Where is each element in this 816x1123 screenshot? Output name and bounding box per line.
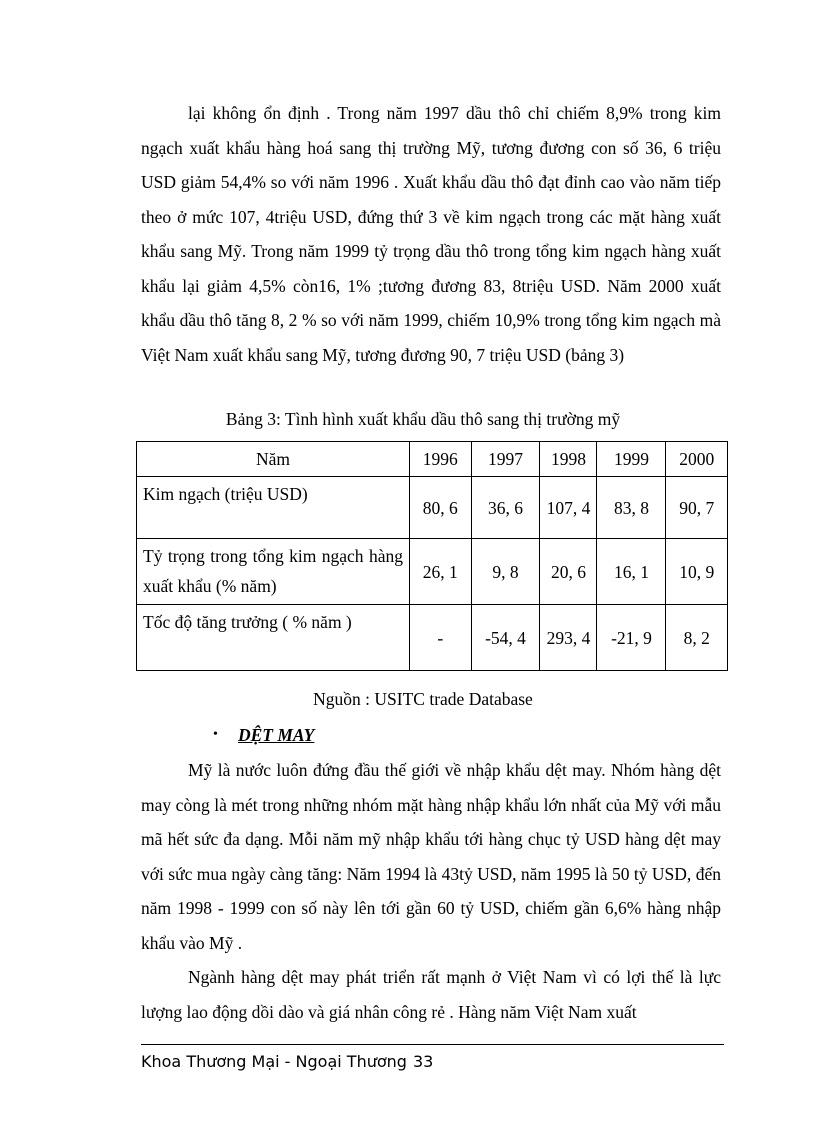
header-label: Năm <box>137 442 410 477</box>
table-caption: Bảng 3: Tình hình xuất khẩu dầu thô sang thị trường mỹ <box>225 409 621 429</box>
paragraph-textile-2: Ngành hàng dệt may phát triển rất mạnh ở Việt Nam vì có lợi thế là lực lượng lao động dồi dào và giá nhân công rẻ . Hàng năm Việt Nam xuất <box>141 967 721 1022</box>
table-cell: 80, 6 <box>410 477 472 539</box>
page-footer <box>141 1050 433 1074</box>
table-cell: 8, 2 <box>666 605 728 671</box>
table-cell: 26, 1 <box>410 539 472 605</box>
table-source: Nguồn : USITC trade Database <box>313 689 533 709</box>
table-cell: 10, 9 <box>666 539 728 605</box>
section-heading-text: DỆT MAY <box>238 725 315 745</box>
row-label: Tốc độ tăng trưởng ( % năm ) <box>137 605 410 671</box>
year-header: 2000 <box>666 442 728 477</box>
table-cell: 293, 4 <box>540 605 597 671</box>
table-cell: 83, 8 <box>597 477 666 539</box>
section-heading <box>214 722 314 748</box>
paragraph-crude-oil: lại không ổn định . Trong năm 1997 dầu thô chỉ chiếm 8,9% trong kim ngạch xuất khẩu hàng hoá sang thị trường Mỹ, tương đương con số 36, 6 triệu USD giảm 54,4% so với năm 1996 . Xuất khẩu dầu thô đạt đỉnh cao vào năm tiếp theo ở mức 107, 4triệu USD, đứng thứ 3 về kim ngạch trong các mặt hàng xuất khẩu sang Mỹ. Trong năm 1999 tỷ trọng dầu thô trong tổng kim ngạch hàng xuất khẩu lại giảm 4,5% còn16, 1% ;tương đương 83, 8triệu USD. Năm 2000 xuất khẩu dầu thô tăng 8, 2 % so với năm 1999, chiếm 10,9% trong tổng kim ngạch mà Việt Nam xuất khẩu sang Mỹ, tương đương 90, 7 triệu USD (bảng 3) <box>141 103 721 365</box>
table-header-row <box>137 442 728 477</box>
table-row <box>137 477 728 539</box>
crude-oil-export-table <box>136 441 728 671</box>
table-cell: 36, 6 <box>471 477 540 539</box>
year-header: 1997 <box>471 442 540 477</box>
table-cell: 16, 1 <box>597 539 666 605</box>
footer-text: Khoa Thương Mại - Ngoại Thương <box>141 1052 407 1071</box>
bullet-icon: • <box>213 727 218 742</box>
row-label: Tỷ trọng trong tổng kim ngạch hàng xuất khẩu (% năm) <box>137 539 410 605</box>
table-cell: 20, 6 <box>540 539 597 605</box>
year-header: 1996 <box>410 442 472 477</box>
table-row <box>137 605 728 671</box>
page-number: 33 <box>412 1052 434 1071</box>
paragraph-textile-1: Mỹ là nước luôn đứng đầu thế giới về nhập khẩu dệt may. Nhóm hàng dệt may còng là mét trong những nhóm mặt hàng nhập khẩu lớn nhất của Mỹ với mẫu mã hết sức đa dạng. Mỗi năm mỹ nhập khẩu tới hàng chục tỷ USD hàng dệt may với sức mua ngày càng tăng: Năm 1994 là 43tỷ USD, năm 1995 là 50 tỷ USD, đến năm 1998 - 1999 con số này lên tới gần 60 tỷ USD, chiếm gần 6,6% hàng nhập khẩu vào Mỹ . <box>141 760 721 953</box>
table-cell: 90, 7 <box>666 477 728 539</box>
year-header: 1998 <box>540 442 597 477</box>
table-cell: 107, 4 <box>540 477 597 539</box>
table-cell: -21, 9 <box>597 605 666 671</box>
table-row <box>137 539 728 605</box>
table-cell: 9, 8 <box>471 539 540 605</box>
footer-divider <box>141 1044 724 1045</box>
table-cell: -54, 4 <box>471 605 540 671</box>
table-cell: - <box>410 605 472 671</box>
year-header: 1999 <box>597 442 666 477</box>
row-label: Kim ngạch (triệu USD) <box>137 477 410 539</box>
